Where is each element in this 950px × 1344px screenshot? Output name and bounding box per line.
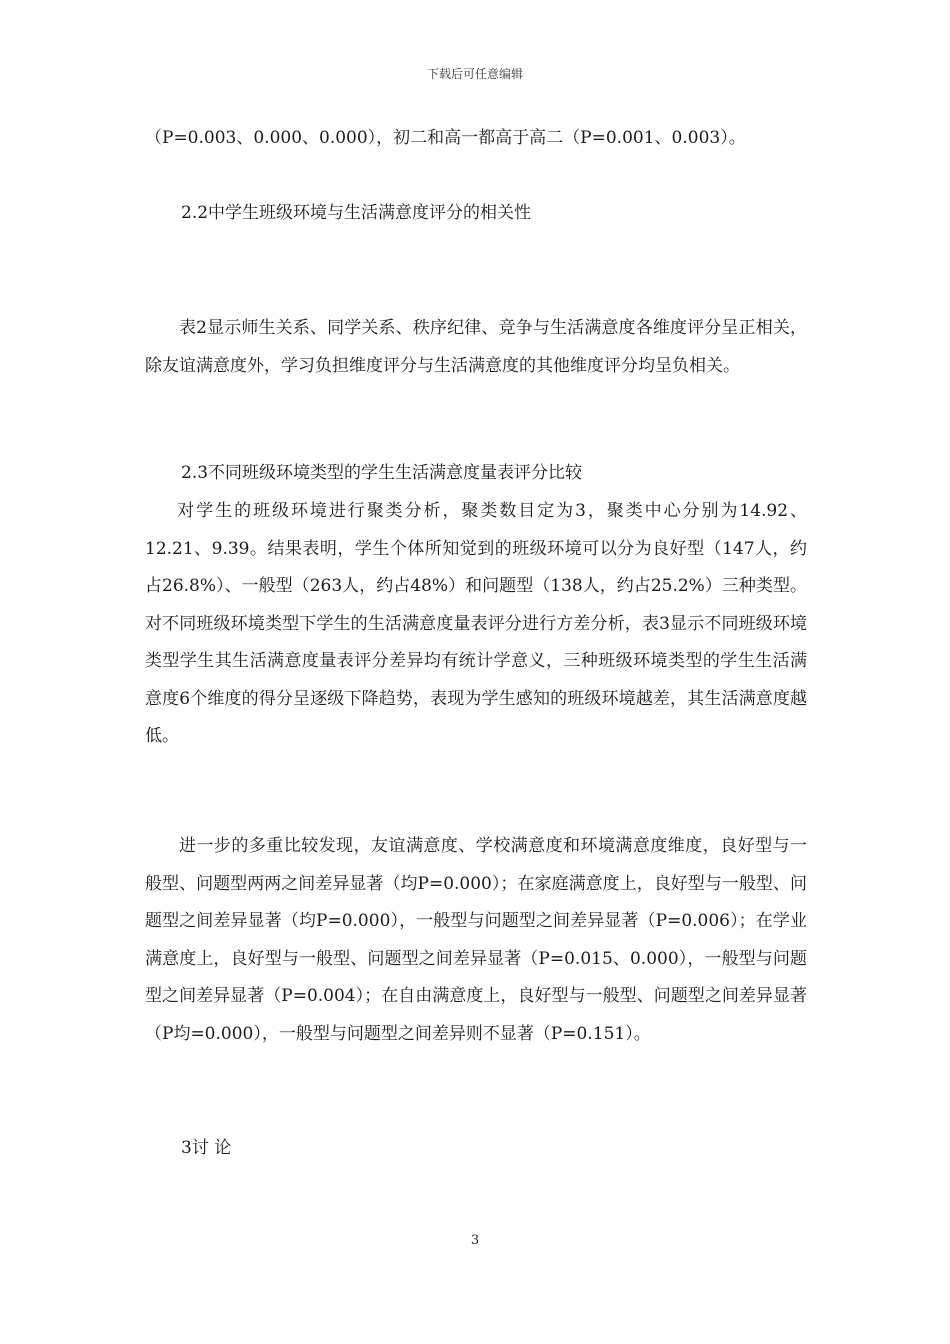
paragraph-cluster-analysis: 对学生的班级环境进行聚类分析，聚类数目定为3，聚类中心分别为14.92、12.21、9.39。结果表明，学生个体所知觉到的班级环境可以分为良好型（147人，约占26.8%）、一般型（263人，约占48%）和问题型（138人，约占25.2%）三种类型。对不同班级环境类型下学生的生活满意度量表评分进行方差分析，表3显示不同班级环境类型学生其生活满意度量表评分差异均有统计学意义，三种班级环境类型的学生生活满意度6个维度的得分呈逐级下降趋势，表现为学生感知的班级环境越差，其生活满意度越低。 <box>145 501 807 746</box>
page-header: 下载后可任意编辑 <box>426 67 523 81</box>
continuation-line: （P=0.003、0.000、0.000），初二和高一都高于高二（P=0.001、0.003）。 <box>145 128 746 148</box>
paragraph-multiple-comparison: 进一步的多重比较发现，友谊满意度、学校满意度和环境满意度维度，良好型与一般型、问题型两两之间差异显著（均P=0.000）；在家庭满意度上，良好型与一般型、问题型之间差异显著（均P=0.000），一般型与问题型之间差异显著（P=0.006）；在学业满意度上，良好型与一般型、问题型之间差异显著（P=0.015、0.000），一般型与问题型之间差异显著（P=0.004）；在自由满意度上，良好型与一般型、问题型之间差异显著（P均=0.000），一般型与问题型之间差异则不显著（P=0.151）。 <box>145 836 807 1044</box>
section-heading-2-2: 2.2中学生班级环境与生活满意度评分的相关性 <box>181 203 532 223</box>
page-number: 3 <box>470 1233 480 1248</box>
section-heading-3-discussion: 3讨 论 <box>181 1138 232 1158</box>
section-heading-2-3: 2.3不同班级环境类型的学生生活满意度量表评分比较 <box>181 463 583 483</box>
paragraph-table2-correlation: 表2显示师生关系、同学关系、秩序纪律、竞争与生活满意度各维度评分呈正相关，除友谊满意度外，学习负担维度评分与生活满意度的其他维度评分均呈负相关。 <box>145 318 807 376</box>
